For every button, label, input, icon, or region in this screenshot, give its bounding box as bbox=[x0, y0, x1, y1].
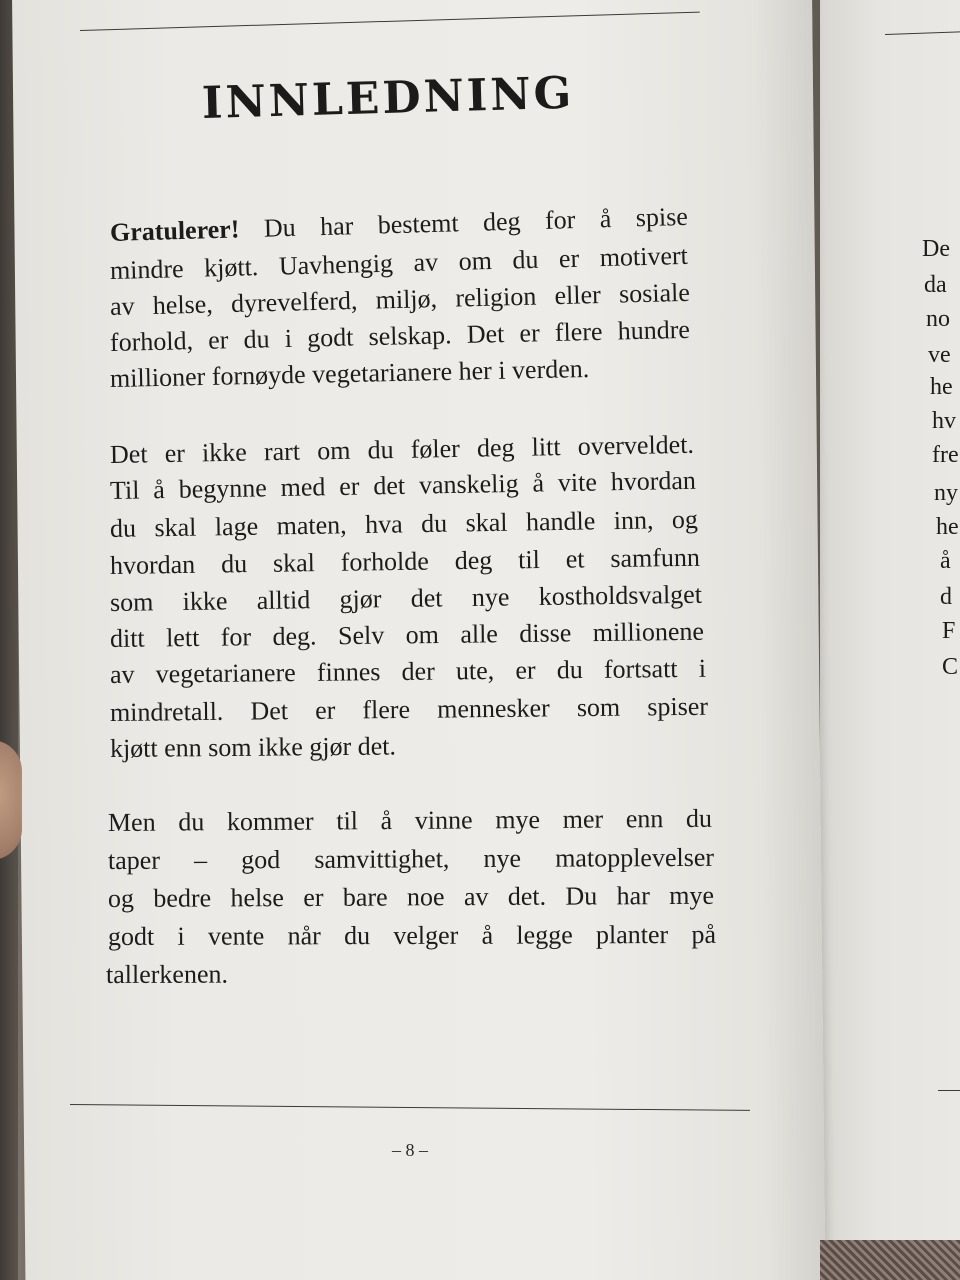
paragraph-line: og bedre helse er bare noe av det. Du har mye bbox=[107, 880, 715, 913]
right-page-fragment: hv bbox=[932, 408, 956, 434]
fabric-texture bbox=[820, 1240, 960, 1280]
paragraph-line: av helse, dyrevelferd, miljø, religion eller sosiale bbox=[109, 277, 691, 321]
paragraph-line: kjøtt enn som ikke gjør det. bbox=[109, 731, 397, 763]
right-page-fragment: ny bbox=[934, 480, 958, 506]
right-page-fragment: F bbox=[942, 618, 956, 644]
paragraph-line: Men du kommer til å vinne mye mer enn du bbox=[107, 803, 713, 837]
paragraph-line: godt i vente når du velger å legge planter på bbox=[107, 919, 717, 951]
right-page-fragment: he bbox=[936, 514, 959, 540]
chapter-heading: INNLEDNING bbox=[201, 67, 575, 129]
paragraph-line: Det er ikke rart om du føler deg litt overveldet. bbox=[109, 429, 695, 469]
right-page-fragment: å bbox=[940, 548, 951, 574]
paragraph-line: tallerkenen. bbox=[105, 959, 229, 989]
paragraph-line: Gratulerer! Du har bestemt deg for å spise bbox=[109, 201, 689, 247]
right-page-fragment: da bbox=[924, 272, 947, 298]
paragraph-line: forhold, er du i godt selskap. Det er flere hundre bbox=[109, 314, 691, 357]
paragraph-line: mindretall. Det er flere mennesker som spiser bbox=[109, 691, 709, 727]
paragraph-line: millioner fornøyde vegetarianere her i verden. bbox=[109, 353, 590, 393]
paragraph-line: av vegetarianere finnes der ute, er du fortsatt i bbox=[109, 653, 707, 689]
paragraph-line: hvordan du skal forholde deg til et samfunn bbox=[109, 542, 701, 580]
paragraph-line: mindre kjøtt. Uavhengig av om du er motivert bbox=[109, 240, 689, 285]
right-page-fragment: ve bbox=[928, 342, 951, 368]
right-page-fragment: De bbox=[922, 236, 950, 262]
right-page-fragment: C bbox=[942, 654, 959, 680]
right-page-fragment: no bbox=[926, 306, 950, 332]
paragraph-line: ditt lett for deg. Selv om alle disse millionene bbox=[109, 616, 705, 653]
right-page-fragment: fre bbox=[932, 442, 959, 468]
paragraph-line: Til å begynne med er det vanskelig å vite hvordan bbox=[109, 465, 697, 505]
right-page-fragment: d bbox=[940, 584, 952, 610]
page-number: – 8 – bbox=[392, 1140, 428, 1160]
lead-bold-text: Gratulerer! bbox=[109, 214, 240, 247]
paragraph-line: som ikke alltid gjør det nye kostholdsvalget bbox=[109, 579, 703, 617]
paragraph-line: du skal lage maten, hva du skal handle inn, og bbox=[109, 504, 699, 543]
paragraph-line: taper – god samvittighet, nye matopplevelser bbox=[107, 842, 715, 875]
right-page-bottom-rule bbox=[938, 1090, 960, 1091]
page-gutter-shadow bbox=[752, 0, 826, 1280]
right-page bbox=[820, 0, 960, 1240]
right-page-fragment: he bbox=[930, 374, 953, 400]
thumb-shape bbox=[0, 740, 22, 860]
